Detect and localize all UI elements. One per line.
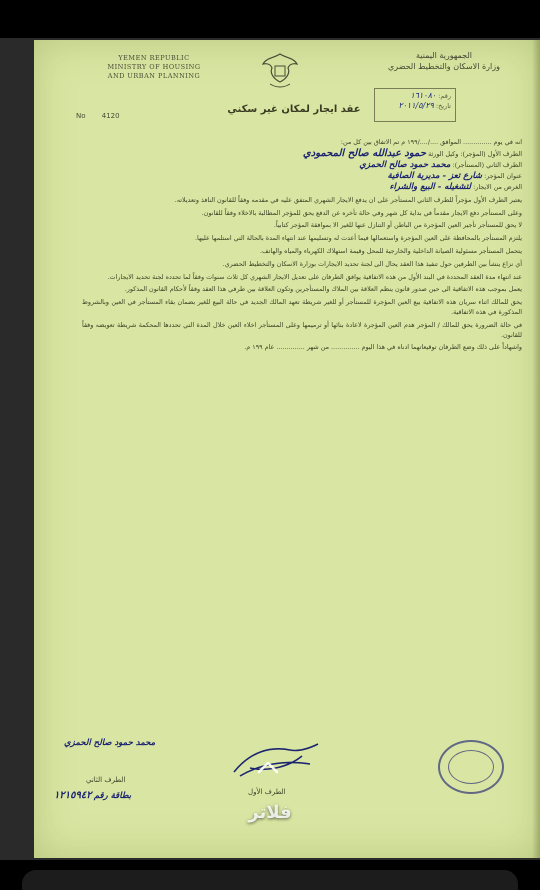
eagle-emblem-icon <box>260 50 300 92</box>
english-letterhead <box>94 54 214 81</box>
letterhead-en-line-1: YEMEN REPUBLIC <box>118 54 190 62</box>
second-party-id-label: بطاقة رقم <box>93 791 132 801</box>
document-serial <box>76 112 120 120</box>
usage-line <box>82 183 522 193</box>
party-two-handwriting: محمد حمود صالح الحمزي <box>359 159 451 170</box>
letterhead-en-line-2: MINISTRY OF HOUSING <box>107 63 201 71</box>
overlay-controls <box>0 746 540 846</box>
filters-button[interactable]: فلاتر <box>248 802 292 823</box>
serial-label: No <box>76 112 86 120</box>
contract-title: عقد ايجار لمكان غير سكني <box>227 104 361 115</box>
contract-body <box>82 138 522 354</box>
contract-clause: لا يحق للمستأجر تأجير العين المؤجرة من الباطن أو التنازل عنها للغير الا بموافقة المؤجر كتابياً. <box>273 221 522 230</box>
party-two-line <box>82 161 522 171</box>
top-bar <box>0 0 540 38</box>
letterhead-en-line-3: AND URBAN PLANNING <box>107 72 201 80</box>
reference-date-label: تاريخ <box>438 102 451 110</box>
party-one-line <box>82 149 522 160</box>
address-label: عنوان المؤجر: <box>484 171 522 180</box>
party-one-label: الطرف الأول (المؤجر): وكيل الورثة <box>428 149 522 158</box>
second-party-id-value: ١٢١٥٩٤٢ <box>54 790 92 801</box>
contract-clause: يحق للمالك اثناء سريان هذه الاتفاقية بيع العين المؤجرة للمستأجر أو للغير شريطة تعهد المالك الجديد في حالة البيع للغير بضمان بقاء المستأجر في العين وبالشروط المذكورة في هذه الاتفاقية. <box>82 298 522 316</box>
letterhead-line-2: وزارة الاسكان والتخطيط الحضري <box>388 62 500 71</box>
party-two-label: الطرف الثاني (المستأجر): <box>452 160 522 169</box>
document-photo <box>0 38 540 860</box>
contract-clause: أي نزاع ينشأ بين الطرفين حول تنفيذ هذا العقد يحال الى لجنة تحديد الايجارات بوزارة الاسكان والتخطيط الحضري. <box>222 259 522 268</box>
intro-line: انه في يوم .............. الموافق ..../..../١٩٩ م تم الاتفاق بين كل من: <box>340 138 522 146</box>
contract-clause: يعمل بموجب هذه الاتفاقية الى حين صدور قانون ينظم العلاقة بين الملاك والمستأجرين وتكون العلاقة بين طرفي هذا العقد وفقاً لأحكام القانون المذكور. <box>124 285 522 294</box>
reference-number-value: ١٦١٠٨٠ <box>410 91 437 100</box>
party-one-handwriting: حمود عبدالله صالح المحمودي <box>302 147 427 159</box>
contract-clause: يعتبر الطرف الأول مؤجراً للطرف الثاني المستأجر على ان يدفع الايجار الشهري المتفق عليه في مقدمه وفقاً للقانون النافذ وتعديلاته. <box>174 195 522 204</box>
contract-clause: في حالة الضرورة يحق للمالك / المؤجر هدم العين المؤجرة لاعادة بنائها أو ترميمها وعلى المستأجر اخلاء العين خلال المدة التي تحددها المحكمة شريطة تعويضه وفقاً للقانون. <box>82 320 522 339</box>
contract-clause: وعلى المستأجر دفع الايجار مقدماً في بداية كل شهر وفي حالة تأخره عن الدفع يحق للمؤجر المطالبة بالاخلاء وفقاً للقانون. <box>201 208 522 217</box>
contract-paper <box>34 40 540 858</box>
contract-clause: يتحمل المستأجر مسئولية الصيانة الداخلية والخارجية للمحل وقيمة استهلاك الكهرباء والمياه والهاتف. <box>259 246 522 255</box>
letterhead-line-1: الجمهورية اليمنية <box>415 51 472 60</box>
address-line <box>82 172 522 182</box>
usage-label: الغرض من الايجار: <box>473 182 522 191</box>
second-party-label: الطرف الثاني <box>86 776 126 784</box>
contract-clauses <box>82 196 522 353</box>
bottom-panel <box>0 860 540 890</box>
reference-number-label: رقم <box>440 92 451 100</box>
contract-clause: يلتزم المستأجر بالمحافظة على العين المؤجرة واستعمالها فيما أعدت له وتسليمها عند انتهاء المدة بالحالة التي استلمها عليها. <box>195 234 522 243</box>
reference-box: رقم: ١٦١٠٨٠ تاريخ: ٢٠١١/٥/٢٩ <box>374 88 456 122</box>
first-party-label: الطرف الأول <box>248 788 286 796</box>
chevron-up-icon[interactable] <box>256 760 280 774</box>
contract-clause: عند انتهاء مدة العقد المحددة في البند الأول من هذه الاتفاقية يوافق الطرفان على تعديل الايجار الشهري كل ثلاث سنوات وفقاً لما تحدده لجنة تحديد الايجارات. <box>107 272 522 281</box>
bottom-sheet-handle[interactable] <box>22 870 518 890</box>
contract-clause: واشهاداً على ذلك وضع الطرفان توقيعاتهما ادناه في هذا اليوم .............. من شهر .............. عام ١٩٩ م. <box>244 343 522 352</box>
serial-value: 4120 <box>101 112 120 120</box>
usage-handwriting: لتشغيله - البيع والشراء <box>389 181 472 192</box>
second-party-handwriting: محمد حمود صالح الحمزي <box>64 738 156 748</box>
reference-date-value: ٢٠١١/٥/٢٩ <box>398 101 434 110</box>
arabic-letterhead <box>374 50 514 72</box>
address-handwriting: شارع تعز - مديرية الصافية <box>387 170 483 181</box>
